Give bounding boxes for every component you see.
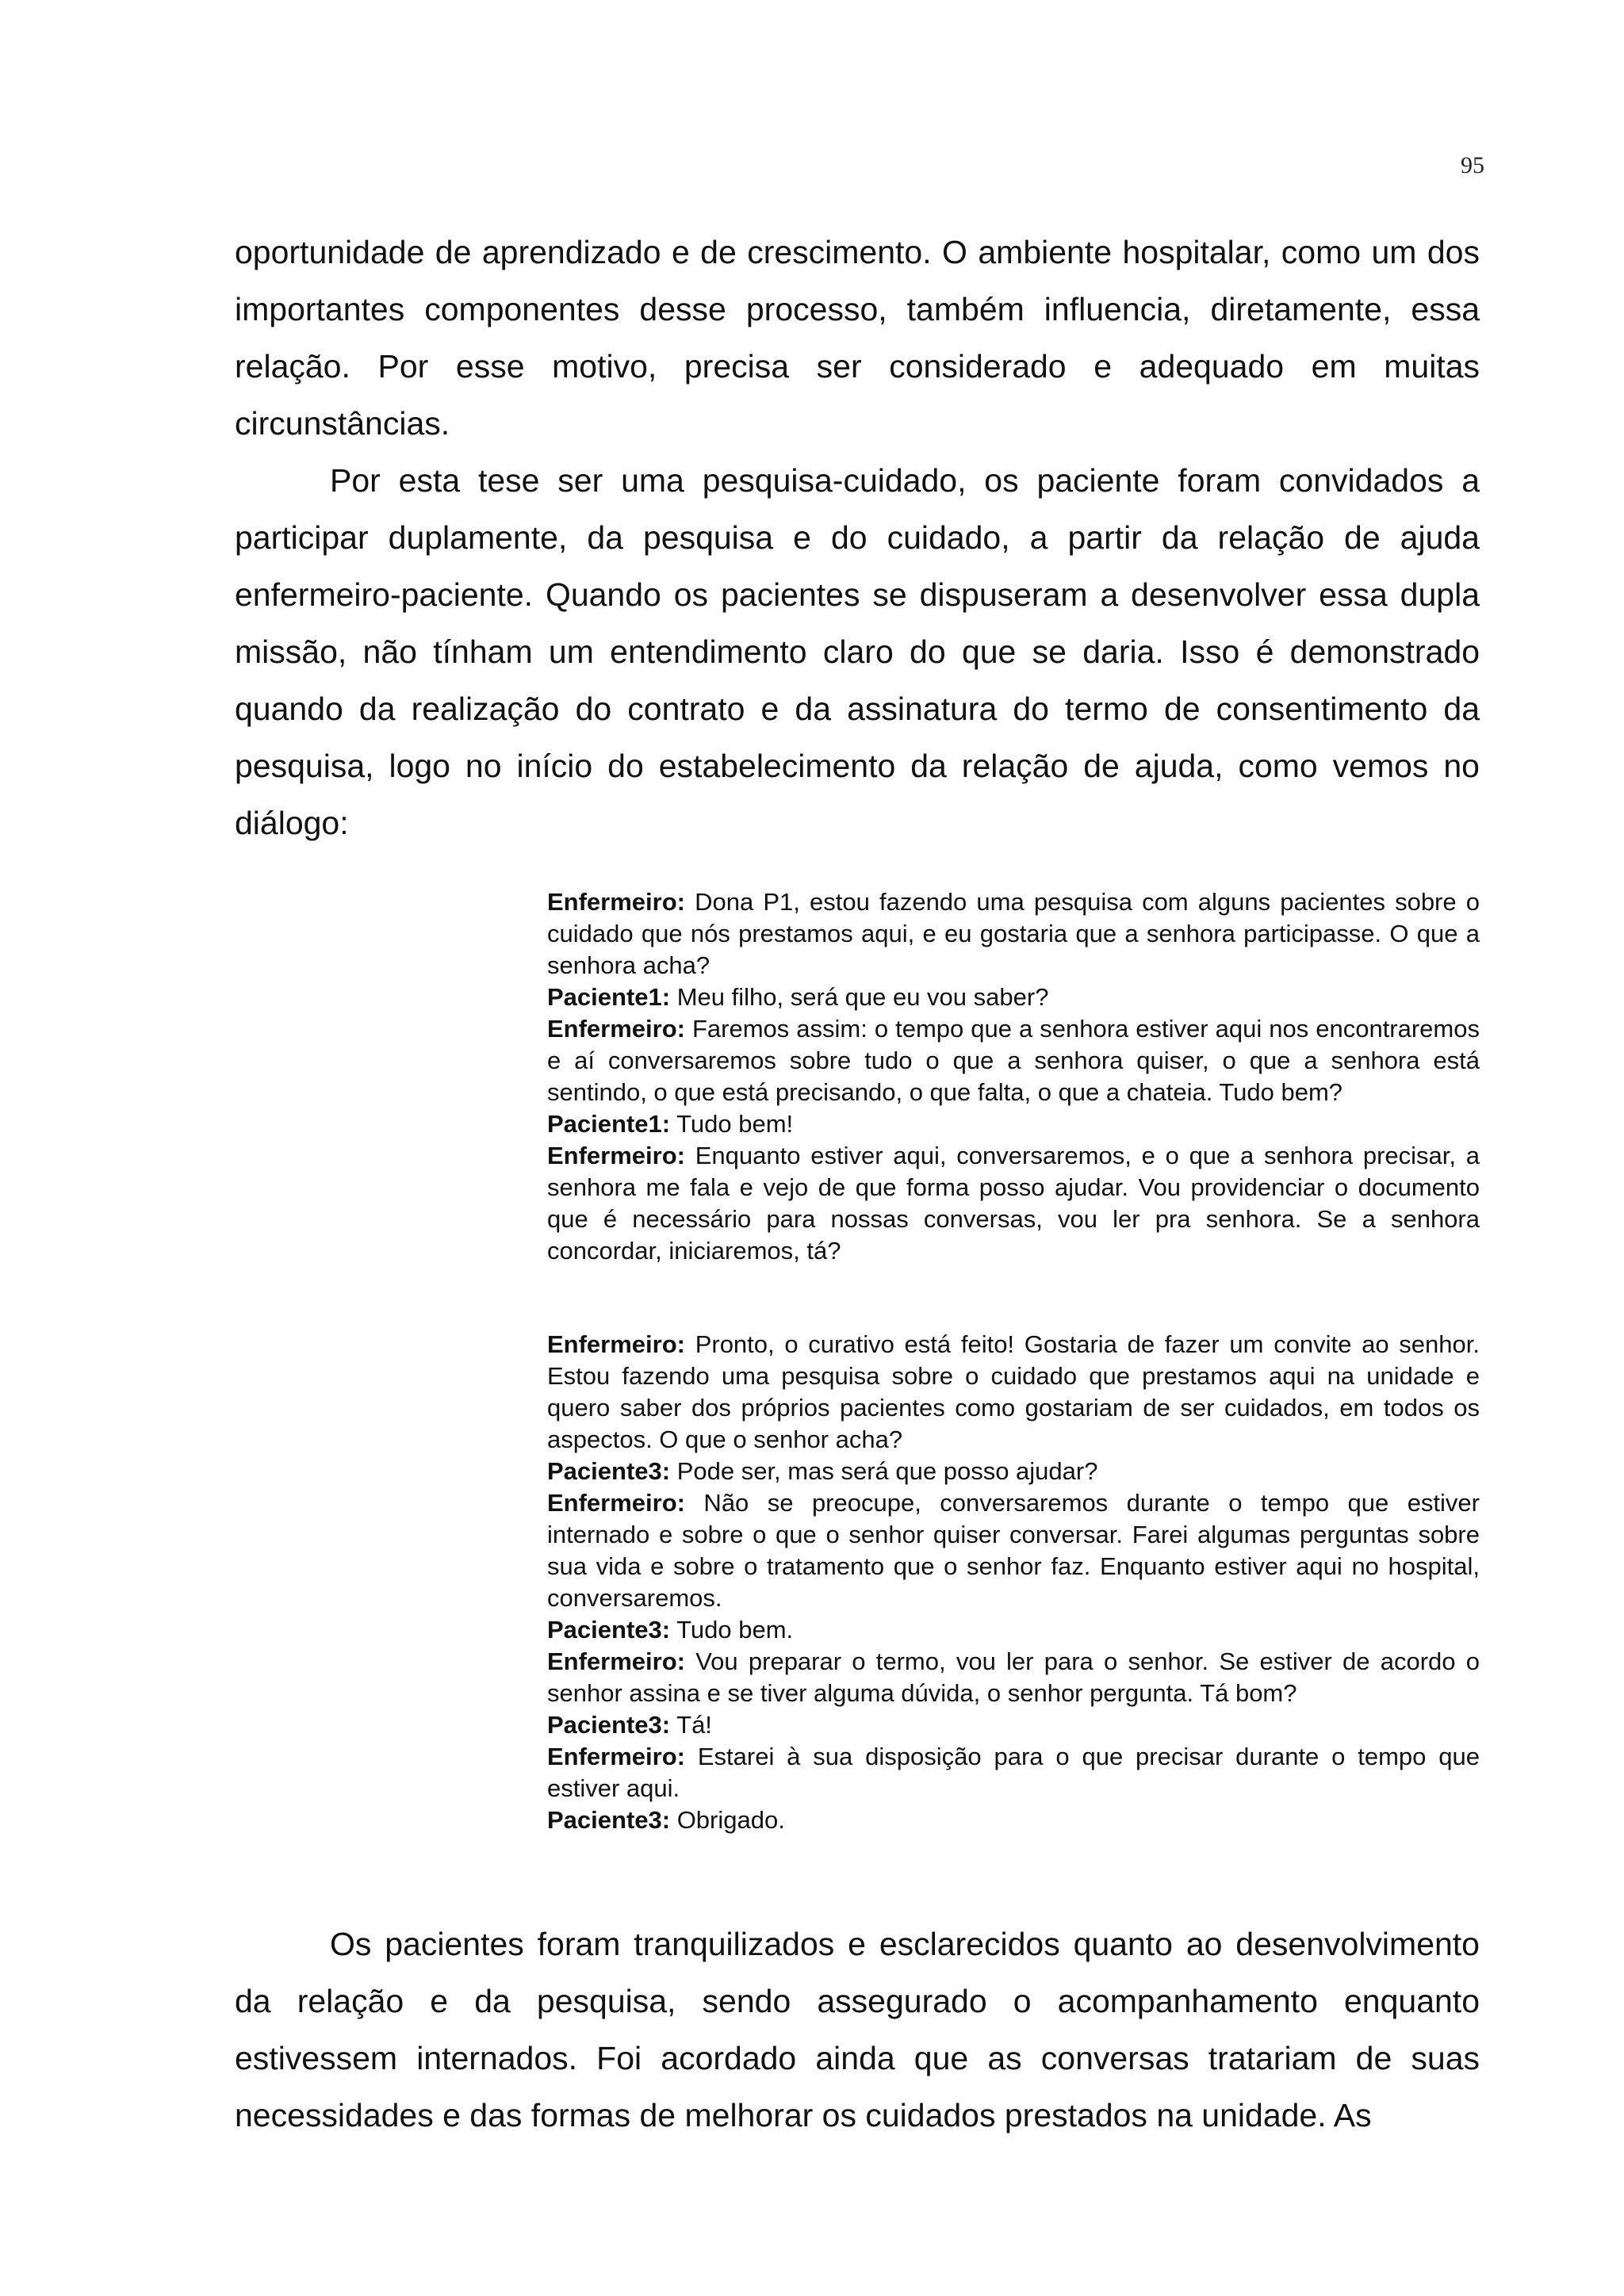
dialogue-turn <box>547 1709 1480 1741</box>
dialogue-turn <box>547 1140 1480 1267</box>
speaker-label: Paciente3: <box>547 1806 671 1834</box>
dialogue-text: Estarei à sua disposição para o que precisar durante o tempo que estiver aqui. <box>547 1743 1480 1802</box>
speaker-label: Enfermeiro: <box>547 1743 685 1770</box>
speaker-label: Enfermeiro: <box>547 1647 685 1675</box>
dialogue-text: Vou preparar o termo, vou ler para o senhor. Se estiver de acordo o senhor assina e se tiver alguma dúvida, o senhor pergunta. Tá bom? <box>547 1647 1480 1707</box>
dialogue-text: Tudo bem. <box>670 1616 794 1644</box>
dialogue-turn <box>547 1108 1480 1140</box>
speaker-label: Paciente1: <box>547 983 671 1011</box>
dialogue-turn <box>547 1013 1480 1108</box>
speaker-label: Enfermeiro: <box>547 888 685 916</box>
dialogue-turn <box>547 1804 1480 1836</box>
dialogue-text: Dona P1, estou fazendo uma pesquisa com alguns pacientes sobre o cuidado que nós prestamos aqui, e eu gostaria que a senhora participasse. O que a senhora acha? <box>547 888 1480 979</box>
dialogue-text: Faremos assim: o tempo que a senhora estiver aqui nos encontraremos e aí conversaremos sobre tudo o que a senhora quiser, o que a senhora está sentindo, o que está precisando, o que falta, o que a chateia. Tudo bem? <box>547 1015 1480 1106</box>
body-paragraph-3: Os pacientes foram tranquilizados e esclarecidos quanto ao desenvolvimento da relação e da pesquisa, sendo assegurado o acompanhamento enquanto estivessem internados. Foi acordado ainda que as conversas tratariam de suas necessidades e das formas de melhorar os cuidados prestados na unidade. As <box>235 1926 1480 2133</box>
dialogue-turn <box>547 1456 1480 1487</box>
speaker-label: Paciente3: <box>547 1616 671 1644</box>
dialogue-text: Tá! <box>670 1711 712 1739</box>
dialogue-text: Pode ser, mas será que posso ajudar? <box>670 1457 1098 1485</box>
dialogue-text: Tudo bem! <box>670 1110 794 1138</box>
dialogue-text: Enquanto estiver aqui, conversaremos, e o que a senhora precisar, a senhora me fala e vejo de que forma posso ajudar. Vou providenciar o documento que é necessário para nossas conversas, vou ler pra senhora. Se a senhora concordar, iniciaremos, tá? <box>547 1142 1480 1265</box>
dialogue-turn <box>547 1329 1480 1456</box>
speaker-label: Enfermeiro: <box>547 1142 685 1169</box>
dialogue-turn <box>547 1487 1480 1614</box>
page-number: 95 <box>1461 152 1484 178</box>
dialogue-text: Pronto, o curativo está feito! Gostaria de fazer um convite ao senhor. Estou fazendo uma pesquisa sobre o cuidado que prestamos aqui na unidade e quero saber dos próprios pacientes como gostariam de ser cuidados, em todos os aspectos. O que o senhor acha? <box>547 1330 1480 1453</box>
dialogue-turn <box>547 886 1480 982</box>
body-paragraph-1: oportunidade de aprendizado e de crescimento. O ambiente hospitalar, como um dos importantes componentes desse processo, também influencia, diretamente, essa relação. Por esse motivo, precisa ser considerado e adequado em muitas circunstâncias. <box>235 234 1480 442</box>
dialogue-turn <box>547 982 1480 1013</box>
dialogue-excerpt-1 <box>547 886 1480 1267</box>
speaker-label: Enfermeiro: <box>547 1015 685 1043</box>
speaker-label: Paciente3: <box>547 1457 671 1485</box>
dialogue-excerpt-2 <box>547 1329 1480 1836</box>
speaker-label: Paciente1: <box>547 1110 671 1138</box>
dialogue-text: Não se preocupe, conversaremos durante o tempo que estiver internado e sobre o que o senhor quiser conversar. Farei algumas perguntas sobre sua vida e sobre o tratamento que o senhor faz. Enquanto estiver aqui no hospital, conversaremos. <box>547 1489 1480 1612</box>
speaker-label: Paciente3: <box>547 1711 671 1739</box>
speaker-label: Enfermeiro: <box>547 1330 685 1358</box>
dialogue-turn <box>547 1741 1480 1804</box>
speaker-label: Enfermeiro: <box>547 1489 685 1517</box>
dialogue-text: Meu filho, será que eu vou saber? <box>670 983 1049 1011</box>
dialogue-turn <box>547 1614 1480 1646</box>
body-paragraph-2: Por esta tese ser uma pesquisa-cuidado, os paciente foram convidados a participar duplamente, da pesquisa e do cuidado, a partir da relação de ajuda enfermeiro-paciente. Quando os pacientes se dispuseram a desenvolver essa dupla missão, não tínham um entendimento claro do que se daria. Isso é demonstrado quando da realização do contrato e da assinatura do termo de consentimento da pesquisa, logo no início do estabelecimento da relação de ajuda, como vemos no diálogo: <box>235 462 1480 841</box>
dialogue-turn <box>547 1646 1480 1709</box>
dialogue-text: Obrigado. <box>670 1806 785 1834</box>
